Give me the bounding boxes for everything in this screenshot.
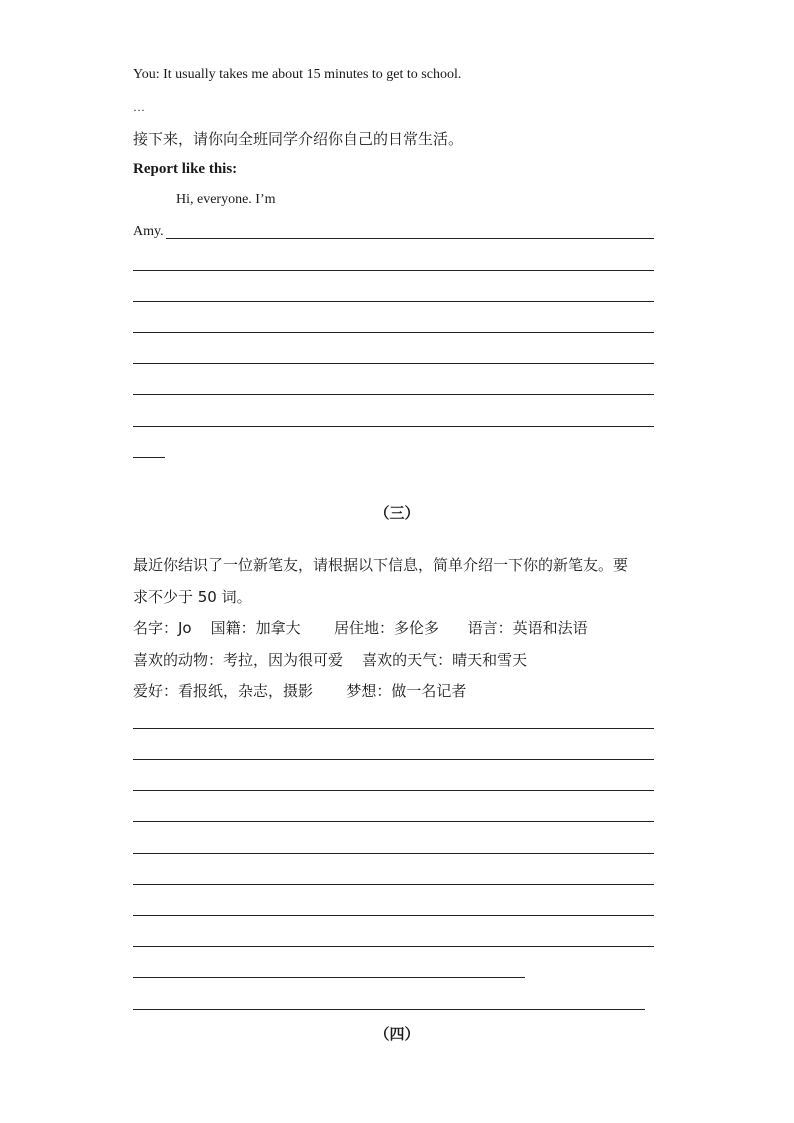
part3-heading: （三） (374, 506, 420, 522)
writing-line[interactable] (133, 1009, 645, 1010)
writing-line[interactable] (133, 363, 654, 364)
writing-line-partial[interactable] (133, 977, 525, 978)
penpal-info-line3: 爱好：看报纸，杂志，摄影 梦想：做一名记者 (133, 682, 467, 700)
writing-line[interactable] (133, 426, 654, 427)
part2-instruction: 接下来，请你向全班同学介绍你自己的日常生活。 (133, 130, 464, 148)
writing-line[interactable] (133, 759, 654, 760)
writing-line[interactable] (133, 915, 654, 916)
report-label: Report like this: (133, 161, 238, 177)
writing-line[interactable] (166, 238, 654, 239)
dialog-line: You: It usually takes me about 15 minutes to get to school. (133, 67, 462, 82)
writing-line[interactable] (133, 394, 654, 395)
writing-line-short[interactable] (133, 457, 165, 458)
writing-line[interactable] (133, 301, 654, 302)
penpal-info-line1: 名字：Jo 国籍：加拿大 居住地：多伦多 语言：英语和法语 (133, 619, 588, 637)
report-greeting: Hi, everyone. I’m (176, 192, 276, 207)
writing-line[interactable] (133, 853, 654, 854)
part3-prompt-line2: 求不少于 50 词。 (133, 588, 252, 606)
report-name-prefix: Amy. (133, 224, 164, 239)
writing-line[interactable] (133, 821, 654, 822)
writing-line[interactable] (133, 728, 654, 729)
writing-line[interactable] (133, 270, 654, 271)
ellipsis: … (133, 100, 145, 114)
writing-line[interactable] (133, 790, 654, 791)
penpal-info-line2: 喜欢的动物：考拉，因为很可爱 喜欢的天气：晴天和雪天 (133, 651, 528, 669)
part4-heading: （四） (374, 1027, 420, 1043)
writing-line[interactable] (133, 946, 654, 947)
part3-prompt-line1: 最近你结识了一位新笔友，请根据以下信息，简单介绍一下你的新笔友。要 (133, 556, 629, 574)
writing-line[interactable] (133, 332, 654, 333)
writing-line[interactable] (133, 884, 654, 885)
